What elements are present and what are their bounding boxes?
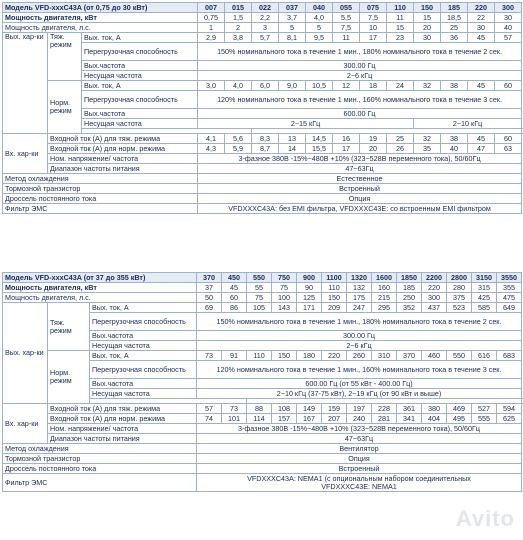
table-cell: 91 xyxy=(222,351,247,361)
table-cell: 15 xyxy=(414,13,441,23)
model-code: 055 xyxy=(333,3,360,13)
table-row-model xyxy=(3,3,522,13)
avito-watermark: Avito xyxy=(455,506,515,531)
row-label: Тормозной транзистор xyxy=(3,454,197,464)
table-cell: 240 xyxy=(347,414,372,424)
table-cell: 47~63Гц xyxy=(197,434,522,444)
table-cell: 149 xyxy=(297,404,322,414)
table-cell: 45 xyxy=(468,81,495,91)
row-label: Мощность двигателя, л.с. xyxy=(3,23,198,33)
table-cell: 32 xyxy=(414,134,441,144)
table-cell: 4,0 xyxy=(306,13,333,23)
table-cell: 3,0 xyxy=(198,81,225,91)
table-cell: 247 xyxy=(347,303,372,313)
row-label: Входной ток (А) для тяж. режима xyxy=(48,404,197,414)
table-cell: 47 xyxy=(468,144,495,154)
row-label: Мощность двигателя, кВт xyxy=(3,13,198,23)
model-code: 450 xyxy=(222,273,247,283)
mode-label-normal: Норм. режим xyxy=(48,81,82,134)
row-label: Вых. ток, A xyxy=(82,33,198,43)
table-cell: 683 xyxy=(497,351,522,361)
table-cell: 74 xyxy=(197,414,222,424)
row-label: Перегрузочная способность xyxy=(90,313,197,331)
table-cell: 185 xyxy=(397,283,422,293)
table-cell: 18,5 xyxy=(441,13,468,23)
table-row-choke xyxy=(3,464,522,474)
table-cell: 425 xyxy=(472,293,497,303)
table-cell: 13 xyxy=(279,134,306,144)
row-label: Вых. ток, A xyxy=(90,303,197,313)
table-cell: 5,6 xyxy=(225,134,252,144)
row-label: Дроссель постоянного тока xyxy=(3,464,197,474)
spec-table-2 xyxy=(2,272,522,492)
table-cell: Опция xyxy=(198,194,522,204)
table-cell: 625 xyxy=(497,414,522,424)
table-cell: 60 xyxy=(495,81,522,91)
table-cell: 73 xyxy=(222,404,247,414)
table-cell: 1,5 xyxy=(225,13,252,23)
model-code: 075 xyxy=(360,3,387,13)
table-cell: 5 xyxy=(279,23,306,33)
table-cell: VFDXXXC43A: без EMI фильтра, VFDXXXC43E: со встроенным EMI фильтром xyxy=(198,204,522,214)
table-cell: 160 xyxy=(372,283,397,293)
table-cell: 209 xyxy=(322,303,347,313)
table-row-out-current-normal xyxy=(3,81,522,91)
table-cell: 40 xyxy=(495,23,522,33)
table-cell: 9,5 xyxy=(306,33,333,43)
table-cell: 50 xyxy=(197,293,222,303)
model-code: 040 xyxy=(306,3,333,13)
table-cell: 3-фазное 380В -15%~480В +10% (323~528В переменного тока), 50/60Гц xyxy=(197,424,522,434)
row-label: Метод охлаждения xyxy=(3,444,197,454)
table-cell: 120% номинального тока в течение 1 мин., 160% номинального тока в течение 3 сек. xyxy=(198,91,522,109)
model-code: 900 xyxy=(297,273,322,283)
table-cell: 3,7 xyxy=(279,13,306,23)
table-cell: 125 xyxy=(297,293,322,303)
table-row-cooling xyxy=(3,174,522,184)
table-row-brake xyxy=(3,184,522,194)
table-cell: 207 xyxy=(322,414,347,424)
table-cell: 18 xyxy=(360,81,387,91)
table-cell: 300.00 Гц xyxy=(197,331,522,341)
table-cell: 310 xyxy=(372,351,397,361)
row-label: Входной ток (А) для норм. режима xyxy=(48,144,198,154)
table-row-voltage xyxy=(3,424,522,434)
table-cell: 14,5 xyxy=(306,134,333,144)
table-cell: 475 xyxy=(497,293,522,303)
row-label: Несущая частота xyxy=(90,389,197,399)
table-cell: 150 xyxy=(322,293,347,303)
table-cell: 171 xyxy=(297,303,322,313)
table-row-power-kw xyxy=(3,13,522,23)
table-cell: 550 xyxy=(447,351,472,361)
table-row-power-kw xyxy=(3,283,522,293)
table-row-brake xyxy=(3,454,522,464)
row-label: Ном. напряжение/ частота xyxy=(48,154,198,164)
table-cell: 24 xyxy=(387,81,414,91)
row-label: Метод охлаждения xyxy=(3,174,198,184)
row-label: Мощность двигателя, л.с. xyxy=(3,293,197,303)
mode-label-heavy: Тяж. режим xyxy=(48,33,82,81)
table-cell: 16 xyxy=(333,134,360,144)
row-label: Несущая частота xyxy=(82,119,198,129)
mode-label-heavy: Тяж. режим xyxy=(48,303,90,351)
table-cell: 5 xyxy=(306,23,333,33)
table-cell: Встроенный xyxy=(198,184,522,194)
row-label: Перегрузочная способность xyxy=(82,43,198,61)
table-cell: 600.00 Гц (от 55 кВт - 400.00 Гц) xyxy=(197,379,522,389)
table-cell: 26 xyxy=(387,144,414,154)
table-cell: 30 xyxy=(495,13,522,23)
row-label: Входной ток (А) для норм. режима xyxy=(48,414,197,424)
table-cell: 2~15 кГц xyxy=(198,119,414,129)
table-cell: 20 xyxy=(414,23,441,33)
table-cell: 380 xyxy=(422,404,447,414)
table-cell: 175 xyxy=(347,293,372,303)
table-cell: 228 xyxy=(372,404,397,414)
table-cell: 40 xyxy=(441,144,468,154)
table-cell: 75 xyxy=(272,283,297,293)
table-cell: 2~10 кГц xyxy=(414,119,522,129)
table-cell: 250 xyxy=(397,293,422,303)
group-label-input: Вх. хар-ки xyxy=(3,404,48,444)
model-code: 1600 xyxy=(372,273,397,283)
table-cell: 25 xyxy=(387,134,414,144)
table-cell: 25 xyxy=(441,23,468,33)
table-cell: 57 xyxy=(197,404,222,414)
table-cell: Встроенный xyxy=(197,464,522,474)
table-cell: 86 xyxy=(222,303,247,313)
table-cell: 150% номинального тока в течение 1 мин., 180% номинального тока в течение 2 сек. xyxy=(198,43,522,61)
row-label: Тормозной транзистор xyxy=(3,184,198,194)
table-cell: 132 xyxy=(347,283,372,293)
model-code: 3550 xyxy=(497,273,522,283)
table-cell: 110 xyxy=(322,283,347,293)
table-cell: 120% номинального тока в течение 1 мин., 160% номинального тока в течение 3 сек. xyxy=(197,361,522,379)
table-cell: 649 xyxy=(497,303,522,313)
table-cell: 2,2 xyxy=(252,13,279,23)
model-code: 007 xyxy=(198,3,225,13)
table-cell: Вентилятор xyxy=(197,444,522,454)
table-cell: 6,0 xyxy=(252,81,279,91)
row-label: Вых. ток, A xyxy=(82,81,198,91)
row-label: Вых. ток, A xyxy=(90,351,197,361)
table-cell: 30 xyxy=(468,23,495,33)
table-cell: 300 xyxy=(422,293,447,303)
table-row-model xyxy=(3,273,522,283)
model-code: 110 xyxy=(387,3,414,13)
table-cell: 315 xyxy=(472,283,497,293)
table-cell: 260 xyxy=(347,351,372,361)
model-code: 370 xyxy=(197,273,222,283)
table-row-out-current-normal xyxy=(3,351,522,361)
table-cell: 404 xyxy=(422,414,447,424)
table-cell: 5,9 xyxy=(225,144,252,154)
model-title: Модель VFD-xxxC43A (от 37 до 355 кВт) xyxy=(3,273,197,283)
table-cell: 73 xyxy=(197,351,222,361)
table-cell: 8,3 xyxy=(252,134,279,144)
model-code: 2200 xyxy=(422,273,447,283)
group-label-output: Вых. хар-ки xyxy=(3,33,48,134)
table-cell: 375 xyxy=(447,293,472,303)
table-cell: 10 xyxy=(360,23,387,33)
model-code: 150 xyxy=(414,3,441,13)
table-cell: 22 xyxy=(468,13,495,23)
model-code: 037 xyxy=(279,3,306,13)
table-cell: 23 xyxy=(387,33,414,43)
model-code: 1100 xyxy=(322,273,347,283)
table-cell: 220 xyxy=(422,283,447,293)
table-row-choke xyxy=(3,194,522,204)
table-cell: 295 xyxy=(372,303,397,313)
row-label: Фильтр ЭМС xyxy=(3,474,197,492)
table-cell: 114 xyxy=(247,414,272,424)
table-cell: 4,3 xyxy=(198,144,225,154)
table-row-in-heavy xyxy=(3,134,522,144)
table-cell: 7,5 xyxy=(333,23,360,33)
table-cell: 2 xyxy=(225,23,252,33)
row-label: Вых.частота xyxy=(82,61,198,71)
table-cell: 469 xyxy=(447,404,472,414)
table-row-in-normal xyxy=(3,414,522,424)
row-label: Мощность двигателя, кВт xyxy=(3,283,197,293)
table-cell: 8,1 xyxy=(279,33,306,43)
table-cell: 17 xyxy=(360,33,387,43)
table-cell: 0,75 xyxy=(198,13,225,23)
table-cell: 20 xyxy=(360,144,387,154)
table-row-voltage xyxy=(3,154,522,164)
table-cell: 150% номинального тока в течение 1 мин., 180% номинального тока в течение 2 сек. xyxy=(197,313,522,331)
table-cell: 150 xyxy=(272,351,297,361)
emc-line-2: VFDXXXC43E: NEMA1 xyxy=(321,481,397,491)
table-cell: 215 xyxy=(372,293,397,303)
table-cell: 4,1 xyxy=(198,134,225,144)
row-label: Вых.частота xyxy=(90,331,197,341)
table-cell: 4,0 xyxy=(225,81,252,91)
table-cell: 60 xyxy=(495,134,522,144)
table-cell: 5,7 xyxy=(252,33,279,43)
table-row-out-current-heavy xyxy=(3,303,522,313)
table-row-in-heavy xyxy=(3,404,522,414)
row-label: Диапазон частоты питания xyxy=(48,434,197,444)
table-cell: 105 xyxy=(247,303,272,313)
table-row-power-hp xyxy=(3,23,522,33)
table-cell: 90 xyxy=(297,283,322,293)
spec-table-1 xyxy=(2,2,522,214)
table-cell: 45 xyxy=(222,283,247,293)
model-code: 022 xyxy=(252,3,279,13)
row-label: Несущая частота xyxy=(90,341,197,351)
table-cell: 600.00 Гц xyxy=(198,109,522,119)
table-cell: 11 xyxy=(387,13,414,23)
row-label: Ном. напряжение/ частота xyxy=(48,424,197,434)
table-cell: 355 xyxy=(497,283,522,293)
table-row-emc xyxy=(3,474,522,492)
table-cell: 35 xyxy=(414,144,441,154)
table-cell: 45 xyxy=(468,134,495,144)
table-cell: 11 xyxy=(333,33,360,43)
table-cell: 32 xyxy=(414,81,441,91)
table-row-cooling xyxy=(3,444,522,454)
table-cell: 63 xyxy=(495,144,522,154)
row-label: Вых.частота xyxy=(82,109,198,119)
table-cell: 47~63Гц xyxy=(198,164,522,174)
table-cell: 19 xyxy=(360,134,387,144)
model-code: 750 xyxy=(272,273,297,283)
table-cell: 7,5 xyxy=(360,13,387,23)
table-cell: 143 xyxy=(272,303,297,313)
table-row-power-hp xyxy=(3,293,522,303)
model-code: 1850 xyxy=(397,273,422,283)
emc-line-1: VFDXXXC43A: NEMA1 (с опциональным набором соединительных xyxy=(247,473,471,483)
table-cell: 5,5 xyxy=(333,13,360,23)
table-cell: 352 xyxy=(397,303,422,313)
model-title: Модель VFD-xxxC43A (от 0,75 до 30 кВт) xyxy=(3,3,198,13)
model-code: 550 xyxy=(247,273,272,283)
table-cell: 69 xyxy=(197,303,222,313)
model-code: 220 xyxy=(468,3,495,13)
table-cell: 281 xyxy=(372,414,397,424)
emc-cell xyxy=(197,474,522,492)
model-code: 185 xyxy=(441,3,468,13)
table-cell: 100 xyxy=(272,293,297,303)
table-cell: 101 xyxy=(222,414,247,424)
model-code: 3150 xyxy=(472,273,497,283)
model-code: 2800 xyxy=(447,273,472,283)
table-cell: 3 xyxy=(252,23,279,33)
row-label: Несущая частота xyxy=(82,71,198,81)
table-cell: 36 xyxy=(441,33,468,43)
table-cell: 437 xyxy=(422,303,447,313)
table-cell: 15,5 xyxy=(306,144,333,154)
model-code: 015 xyxy=(225,3,252,13)
table-row-out-current-heavy xyxy=(3,33,522,43)
table-cell: 110 xyxy=(247,351,272,361)
table-cell: 3,8 xyxy=(225,33,252,43)
table-cell: 38 xyxy=(441,134,468,144)
table-cell: 108 xyxy=(272,404,297,414)
table-cell: 594 xyxy=(497,404,522,414)
table-cell: 2~10 кГц (37-75 кВт), 2~19 кГц (от 90 кВт и выше) xyxy=(197,389,522,399)
table-cell: 616 xyxy=(472,351,497,361)
row-label: Вых.частота xyxy=(90,379,197,389)
mode-label-normal: Норм. режим xyxy=(48,351,90,404)
table-cell: 9,0 xyxy=(279,81,306,91)
table-cell: 30 xyxy=(414,33,441,43)
table-cell: 3-фазное 380В -15%~480В +10% (323~528В переменного тока), 50/60Гц xyxy=(198,154,522,164)
table-cell: 527 xyxy=(472,404,497,414)
table-cell: 495 xyxy=(447,414,472,424)
table-cell: 75 xyxy=(247,293,272,303)
group-label-input: Вх. хар-ки xyxy=(3,134,48,174)
table-cell: 2~6 кГц xyxy=(198,71,522,81)
table-cell: 14 xyxy=(279,144,306,154)
table-cell: 60 xyxy=(222,293,247,303)
table-row-in-normal xyxy=(3,144,522,154)
table-cell: 37 xyxy=(197,283,222,293)
table-cell: 555 xyxy=(472,414,497,424)
table-cell: 361 xyxy=(397,404,422,414)
table-cell: 15 xyxy=(387,23,414,33)
table-cell: 55 xyxy=(247,283,272,293)
table-cell: 1 xyxy=(198,23,225,33)
table-cell: 38 xyxy=(441,81,468,91)
table-cell: 280 xyxy=(447,283,472,293)
model-code: 300 xyxy=(495,3,522,13)
table-cell: 197 xyxy=(347,404,372,414)
table-row-supply-range xyxy=(3,164,522,174)
table-cell: 585 xyxy=(472,303,497,313)
table-cell: 220 xyxy=(322,351,347,361)
table-cell: 2~6 кГц xyxy=(197,341,522,351)
table-row-emc xyxy=(3,204,522,214)
table-cell: 167 xyxy=(297,414,322,424)
row-label: Входной ток (А) для тяж. режима xyxy=(48,134,198,144)
group-label-output: Вых. хар-ки xyxy=(3,303,48,404)
table-cell: 2,9 xyxy=(198,33,225,43)
table-row-supply-range xyxy=(3,434,522,444)
table-cell: 12 xyxy=(333,81,360,91)
model-code: 1320 xyxy=(347,273,372,283)
table-cell: 300.00 Гц xyxy=(198,61,522,71)
table-cell: 159 xyxy=(322,404,347,414)
table-cell: 88 xyxy=(247,404,272,414)
table-cell: 57 xyxy=(495,33,522,43)
row-label: Перегрузочная способность xyxy=(90,361,197,379)
table-cell: 45 xyxy=(468,33,495,43)
table-cell: 157 xyxy=(272,414,297,424)
table-cell: Естественное xyxy=(198,174,522,184)
table-cell: 17 xyxy=(333,144,360,154)
table-cell: Опция xyxy=(197,454,522,464)
row-label: Перегрузочная способность xyxy=(82,91,198,109)
table-cell: 460 xyxy=(422,351,447,361)
table-cell: 523 xyxy=(447,303,472,313)
row-label: Дроссель постоянного тока xyxy=(3,194,198,204)
row-label: Диапазон частоты питания xyxy=(48,164,198,174)
table-cell: 341 xyxy=(397,414,422,424)
table-cell: 370 xyxy=(397,351,422,361)
table-cell: 10,5 xyxy=(306,81,333,91)
row-label: Фильтр ЭМС xyxy=(3,204,198,214)
table-cell: 8,7 xyxy=(252,144,279,154)
table-cell: 180 xyxy=(297,351,322,361)
